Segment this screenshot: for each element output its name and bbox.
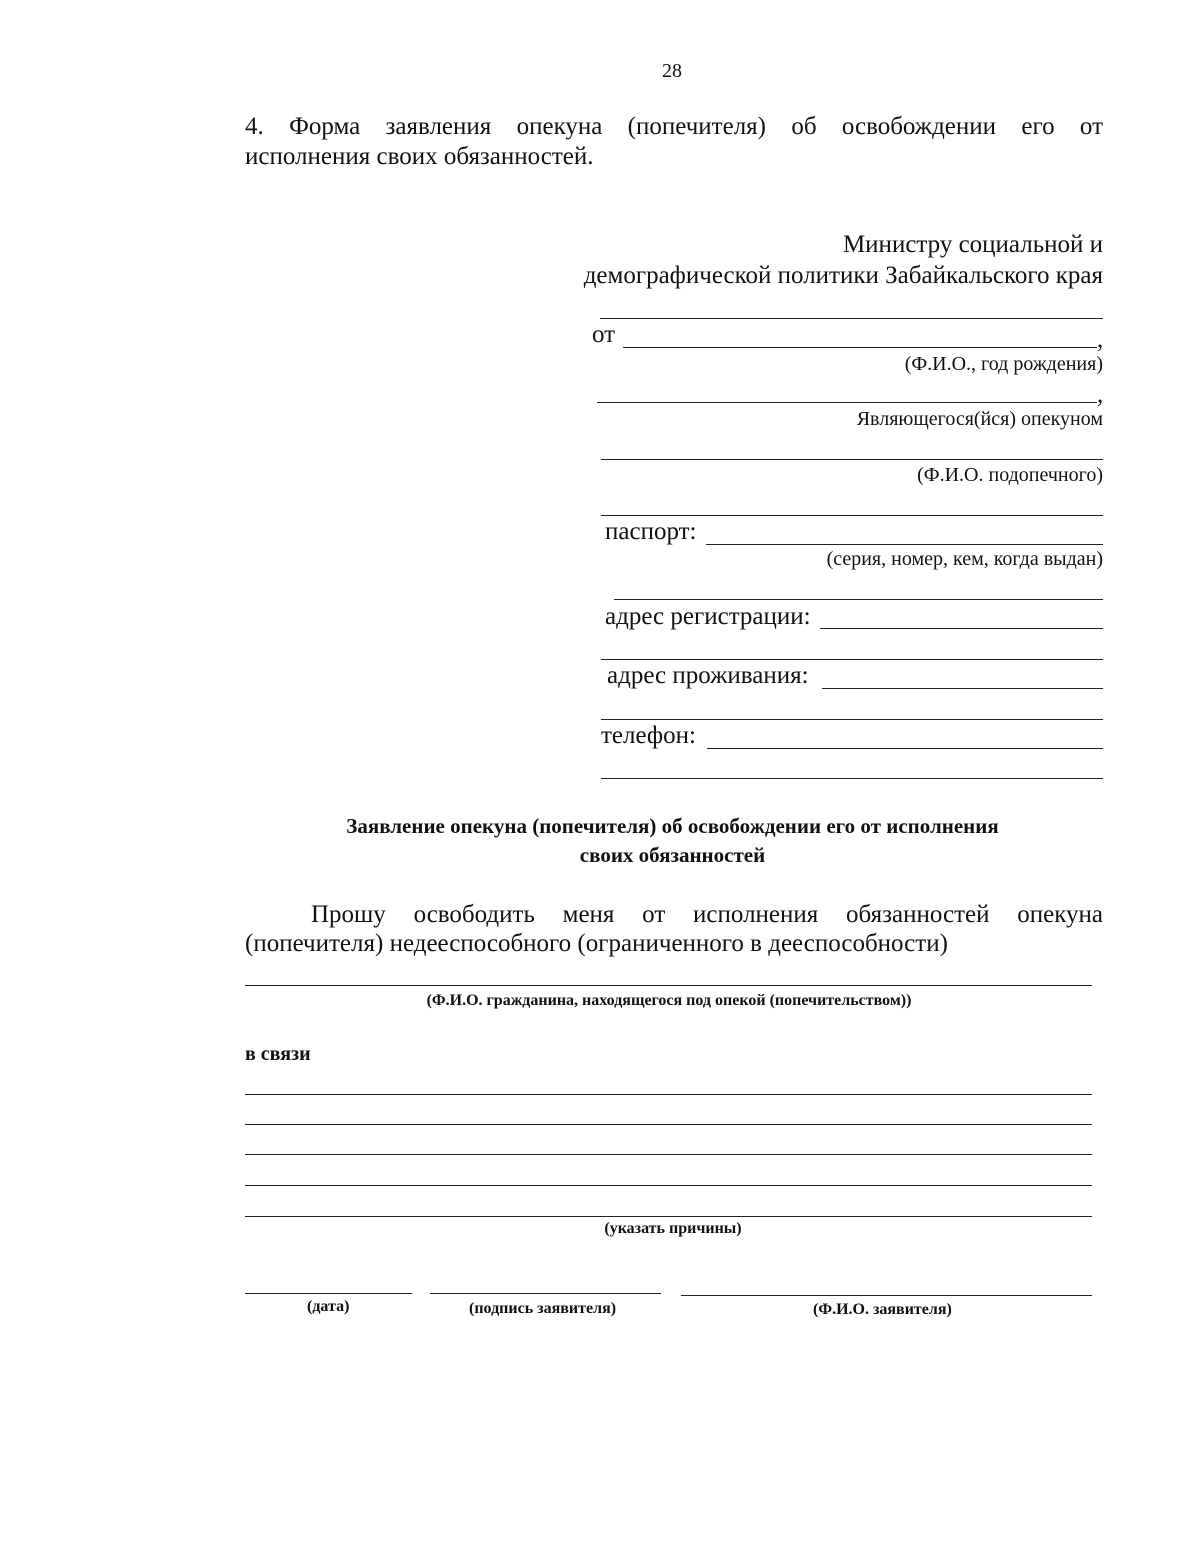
signature-hint: (подпись заявителя) [469, 1300, 617, 1317]
body-line-1: Прошу освободить меня от исполнения обязанностей опекуна [311, 901, 1103, 928]
page-number: 28 [662, 60, 682, 82]
applicant-fio-hint: (Ф.И.О. заявителя) [813, 1301, 952, 1318]
addressee-line-2: демографической политики Забайкальского края [583, 262, 1103, 289]
applicant-fio-field[interactable] [623, 347, 1097, 348]
document-title-line-1: Заявление опекуна (попечителя) об освобождении его от исполнения [346, 814, 999, 838]
comma-1: , [1097, 326, 1104, 353]
addressee-blank-line[interactable] [600, 318, 1103, 319]
applicant-fio-sign-field[interactable] [681, 1295, 1092, 1296]
citizen-fio-hint: (Ф.И.О. гражданина, находящегося под опекой (попечительством)) [426, 992, 912, 1009]
live-address-field[interactable] [822, 688, 1103, 689]
reason-hint: (указать причины) [604, 1220, 742, 1237]
ward-extra-line[interactable] [601, 515, 1103, 516]
reason-line-1[interactable] [245, 1094, 1092, 1095]
guardian-label: Являющегося(йся) опекуном [856, 408, 1103, 430]
passport-label: паспорт: [605, 518, 697, 545]
reason-line-2[interactable] [245, 1124, 1092, 1125]
reason-line-4[interactable] [245, 1185, 1092, 1186]
reason-label: в связи [245, 1043, 311, 1065]
addressee-line-1: Министру социальной и [842, 231, 1103, 258]
passport-field[interactable] [706, 544, 1103, 545]
live-address-extra-line[interactable] [601, 719, 1103, 720]
reg-address-field[interactable] [820, 628, 1103, 629]
intro-line-2: исполнения своих обязанностей. [245, 143, 594, 170]
body-line-2: (попечителя) недееспособного (ограниченного в дееспособности) [245, 930, 948, 957]
passport-hint: (серия, номер, кем, когда выдан) [826, 548, 1103, 570]
document-title-line-2: своих обязанностей [579, 843, 766, 867]
signature-field[interactable] [430, 1293, 661, 1294]
reg-address-label: адрес регистрации: [605, 603, 811, 630]
phone-extra-line[interactable] [601, 778, 1103, 779]
live-address-label: адрес проживания: [607, 662, 809, 689]
phone-field[interactable] [707, 748, 1103, 749]
passport-extra-line[interactable] [614, 599, 1103, 600]
reason-line-3[interactable] [245, 1154, 1092, 1155]
ward-fio-hint: (Ф.И.О. подопечного) [917, 464, 1103, 486]
fio-birth-hint: (Ф.И.О., год рождения) [904, 353, 1103, 375]
ward-fio-field[interactable] [601, 459, 1103, 460]
date-hint: (дата) [307, 1298, 350, 1315]
date-field[interactable] [245, 1293, 412, 1294]
citizen-fio-field[interactable] [245, 985, 1092, 986]
phone-label: телефон: [601, 722, 696, 749]
comma-2: , [1097, 381, 1104, 408]
from-label: от [592, 321, 616, 348]
reg-address-extra-line[interactable] [601, 659, 1103, 660]
applicant-extra-field[interactable] [597, 402, 1097, 403]
reason-line-5[interactable] [245, 1216, 1092, 1217]
intro-line-1: 4. Форма заявления опекуна (попечителя) об освобождении его от [245, 113, 1103, 140]
